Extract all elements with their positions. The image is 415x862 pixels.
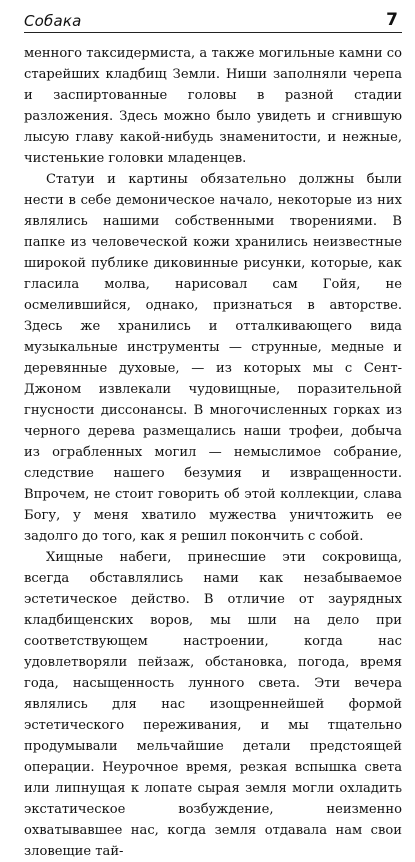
body-text	[24, 43, 402, 862]
running-head: Собака	[24, 12, 82, 30]
paragraph: Статуи и картины обязательно должны были нести в себе демоническое начало, некоторые из них являлись нашими собственными творениями. В папке из человеческой кожи хранились неизвестные широкой публике диковинные рисунки, которые, как гласила молва, нарисовал сам Гойя, не осмелившийся, однако, признаться в авторстве. Здесь же хранились и отталкивающего вида музыкальные инструменты — струнные, медные и деревянные духовые, — из которых мы с Сент-Джоном извлекали чудовищные, поразительной гнусности диссонансы. В многочисленных горках из черного дерева размещались наши трофеи, добыча из ограбленных могил — немыслимое собрание, следствие нашего безумия и извращенности. Впрочем, не стоит говорить об этой коллекции, слава Богу, у меня хватило мужества уничтожить ее задолго до того, как я решил покончить с собой.	[24, 172, 402, 544]
book-page	[24, 6, 402, 862]
paragraph-continued: менного таксидермиста, а также могильные камни со старейших кладбищ Земли. Ниши заполняли черепа и заспиртованные головы в разной стадии разложения. Здесь можно было увидеть и сгнившую лысую главу какой-нибудь знаменитости, и нежные, чистенькие головки младенцев.	[24, 46, 402, 166]
page-number: 7	[386, 10, 398, 30]
paragraph: Хищные набеги, принесшие эти сокровища, всегда обставлялись нами как незабываемое эстетическое действо. В отличие от заурядных кладбищенских воров, мы шли на дело при соответствующем настроении, когда нас удовлетворяли пейзаж, обстановка, погода, время года, насыщенность лунного света. Эти вечера являлись для нас изощреннейшей формой эстетического переживания, и мы тщательно продумывали мельчайшие детали предстоящей операции. Неурочное время, резкая вспышка света или липнущая к лопате сырая земля могли охладить экстатическое возбуждение, неизменно охватывавшее нас, когда земля отдавала нам свои зловещие тай-	[24, 550, 402, 859]
page-header	[24, 6, 402, 33]
